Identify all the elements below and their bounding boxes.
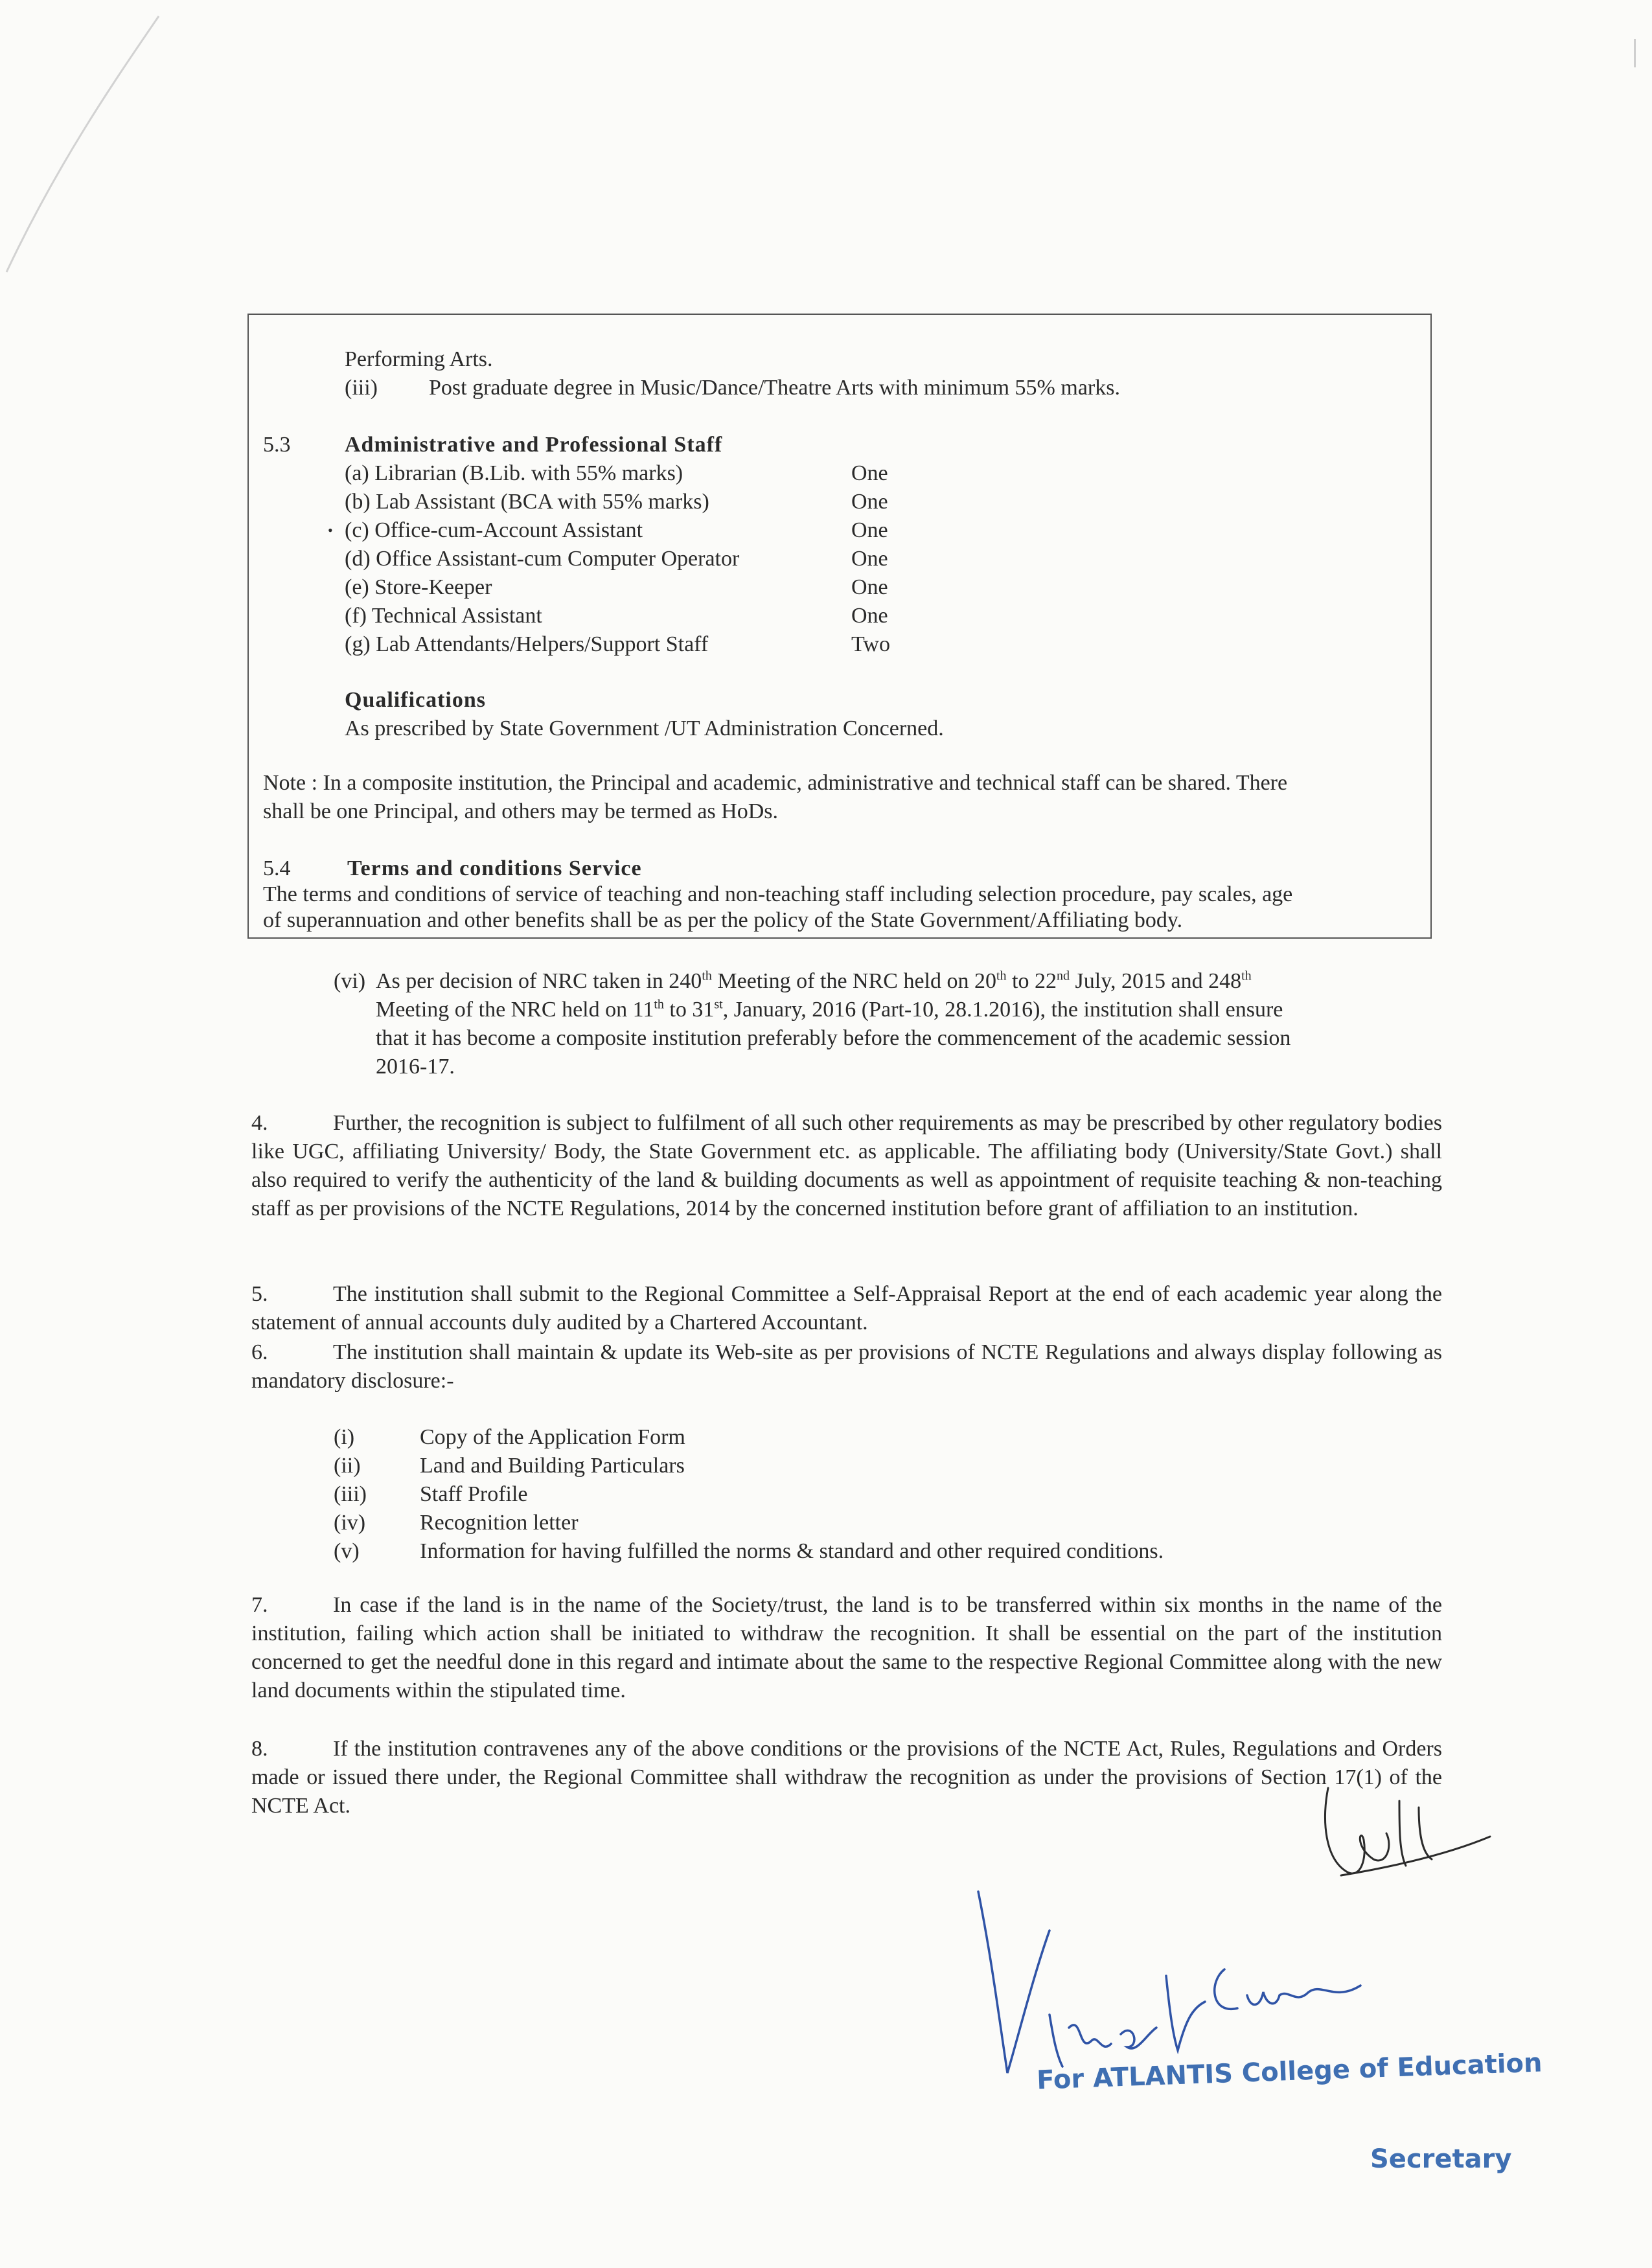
performing-arts-text: Performing Arts. <box>345 347 493 371</box>
staff-label: (b) Lab Assistant (BCA with 55% marks) <box>345 490 709 514</box>
paragraph-7 <box>251 1591 1442 1705</box>
staff-count: Two <box>851 632 890 656</box>
list-item-number: (v) <box>334 1539 360 1563</box>
paragraph-number: 4. <box>251 1111 268 1135</box>
scan-corner-mark <box>0 0 168 298</box>
paragraph-text: The institution shall submit to the Regional Committee a Self-Appraisal Report at the end of each academic year along the statement of annual accounts duly audited by a Chartered Accountant. <box>251 1282 1442 1334</box>
paragraph-8 <box>251 1735 1442 1820</box>
staff-count: One <box>851 518 888 542</box>
institution-stamp-line: For ATLANTIS College of Education <box>1036 2048 1543 2096</box>
item-iii-number: (iii) <box>345 376 378 400</box>
paragraph-text: Further, the recognition is subject to fulfilment of all such other requirements as may be prescribed by other regulatory bodies like UGC, affiliating University/ Body, the State Government etc. as applicable. The affiliating body (University/State Govt.) shall also required to verify the authenticity of the land & building documents as well as appointment of requisite teaching & non-teaching staff as per provisions of the NCTE Regulations, 2014 by the concerned institution before grant of affiliation to an institution. <box>251 1111 1442 1220</box>
list-item-number: (iv) <box>334 1511 366 1535</box>
paragraph-5 <box>251 1280 1442 1337</box>
qualifications-title: Qualifications <box>345 688 487 712</box>
staff-label: (c) Office-cum-Account Assistant <box>345 518 643 542</box>
condition-vi-line-3: that it has become a composite institution preferably before the commencement of the academic session <box>376 1026 1291 1050</box>
condition-vi-line-2: Meeting of the NRC held on 11th to 31st, January, 2016 (Part-10, 28.1.2016), the institution shall ensure <box>376 997 1283 1022</box>
staff-label: (d) Office Assistant-cum Computer Operator <box>345 547 740 571</box>
item-iii-text: Post graduate degree in Music/Dance/Theatre Arts with minimum 55% marks. <box>429 376 1120 400</box>
paragraph-number: 5. <box>251 1282 268 1306</box>
section-53-number: 5.3 <box>263 433 291 457</box>
section-54-line-1: The terms and conditions of service of teaching and non-teaching staff including selection procedure, pay scales, age <box>263 882 1293 906</box>
qualifications-text: As prescribed by State Government /UT Administration Concerned. <box>345 716 944 740</box>
list-item-number: (ii) <box>334 1454 361 1478</box>
staff-label: (f) Technical Assistant <box>345 604 542 628</box>
paragraph-4 <box>251 1109 1442 1223</box>
staff-label: (e) Store-Keeper <box>345 575 492 599</box>
list-item-text: Recognition letter <box>420 1511 579 1535</box>
list-item-number: (iii) <box>334 1482 367 1506</box>
paragraph-text: The institution shall maintain & update its Web-site as per provisions of NCTE Regulations and always display following as mandatory disclosure:- <box>251 1340 1442 1393</box>
paragraph-6 <box>251 1338 1442 1395</box>
regulation-box <box>247 314 1432 939</box>
scan-edge-mark <box>1634 39 1636 67</box>
list-item-number: (i) <box>334 1425 355 1449</box>
condition-vi-number: (vi) <box>334 969 366 993</box>
staff-count: One <box>851 604 888 628</box>
condition-vi-line-1: As per decision of NRC taken in 240th Meeting of the NRC held on 20th to 22nd July, 2015 and 248th <box>376 968 1252 993</box>
staff-count: One <box>851 490 888 514</box>
staff-count: One <box>851 547 888 571</box>
paragraph-number: 6. <box>251 1340 268 1364</box>
note-line-1: Note : In a composite institution, the Principal and academic, administrative and technical staff can be shared. There <box>263 771 1288 795</box>
staff-count: One <box>851 575 888 599</box>
note-line-2: shall be one Principal, and others may be termed as HoDs. <box>263 799 779 823</box>
section-53-title: Administrative and Professional Staff <box>345 433 723 457</box>
paragraph-text: If the institution contravenes any of the above conditions or the provisions of the NCTE Act, Rules, Regulations and Orders made or issued there under, the Regional Committee shall withdraw the recognition as under the provisions of Section 17(1) of the NCTE Act. <box>251 1737 1442 1818</box>
paragraph-number: 8. <box>251 1737 268 1761</box>
section-54-line-2: of superannuation and other benefits shall be as per the policy of the State Government/Affiliating body. <box>263 908 1183 932</box>
designation-stamp: Secretary <box>1370 2144 1512 2174</box>
list-item-text: Land and Building Particulars <box>420 1454 685 1478</box>
staff-label: (a) Librarian (B.Lib. with 55% marks) <box>345 461 683 485</box>
list-item-text: Information for having fulfilled the norms & standard and other required conditions. <box>420 1539 1164 1563</box>
list-item-text: Copy of the Application Form <box>420 1425 685 1449</box>
bullet-mark: • <box>328 522 333 538</box>
list-item-text: Staff Profile <box>420 1482 528 1506</box>
staff-count: One <box>851 461 888 485</box>
section-54-number: 5.4 <box>263 856 291 880</box>
section-54-title: Terms and conditions Service <box>347 856 642 880</box>
paragraph-number: 7. <box>251 1593 268 1617</box>
secretary-signature <box>972 1879 1386 2086</box>
official-initials-signature <box>1302 1762 1497 1892</box>
staff-label: (g) Lab Attendants/Helpers/Support Staff <box>345 632 709 656</box>
paragraph-text: In case if the land is in the name of the Society/trust, the land is to be transferred within six months in the name of the institution, failing which action shall be initiated to withdraw the recognition. It shall be essential on the part of the institution concerned to get the needful done in this regard and intimate about the same to the respective Regional Committee along with the new land documents within the stipulated time. <box>251 1593 1442 1702</box>
condition-vi-line-4: 2016-17. <box>376 1055 455 1079</box>
